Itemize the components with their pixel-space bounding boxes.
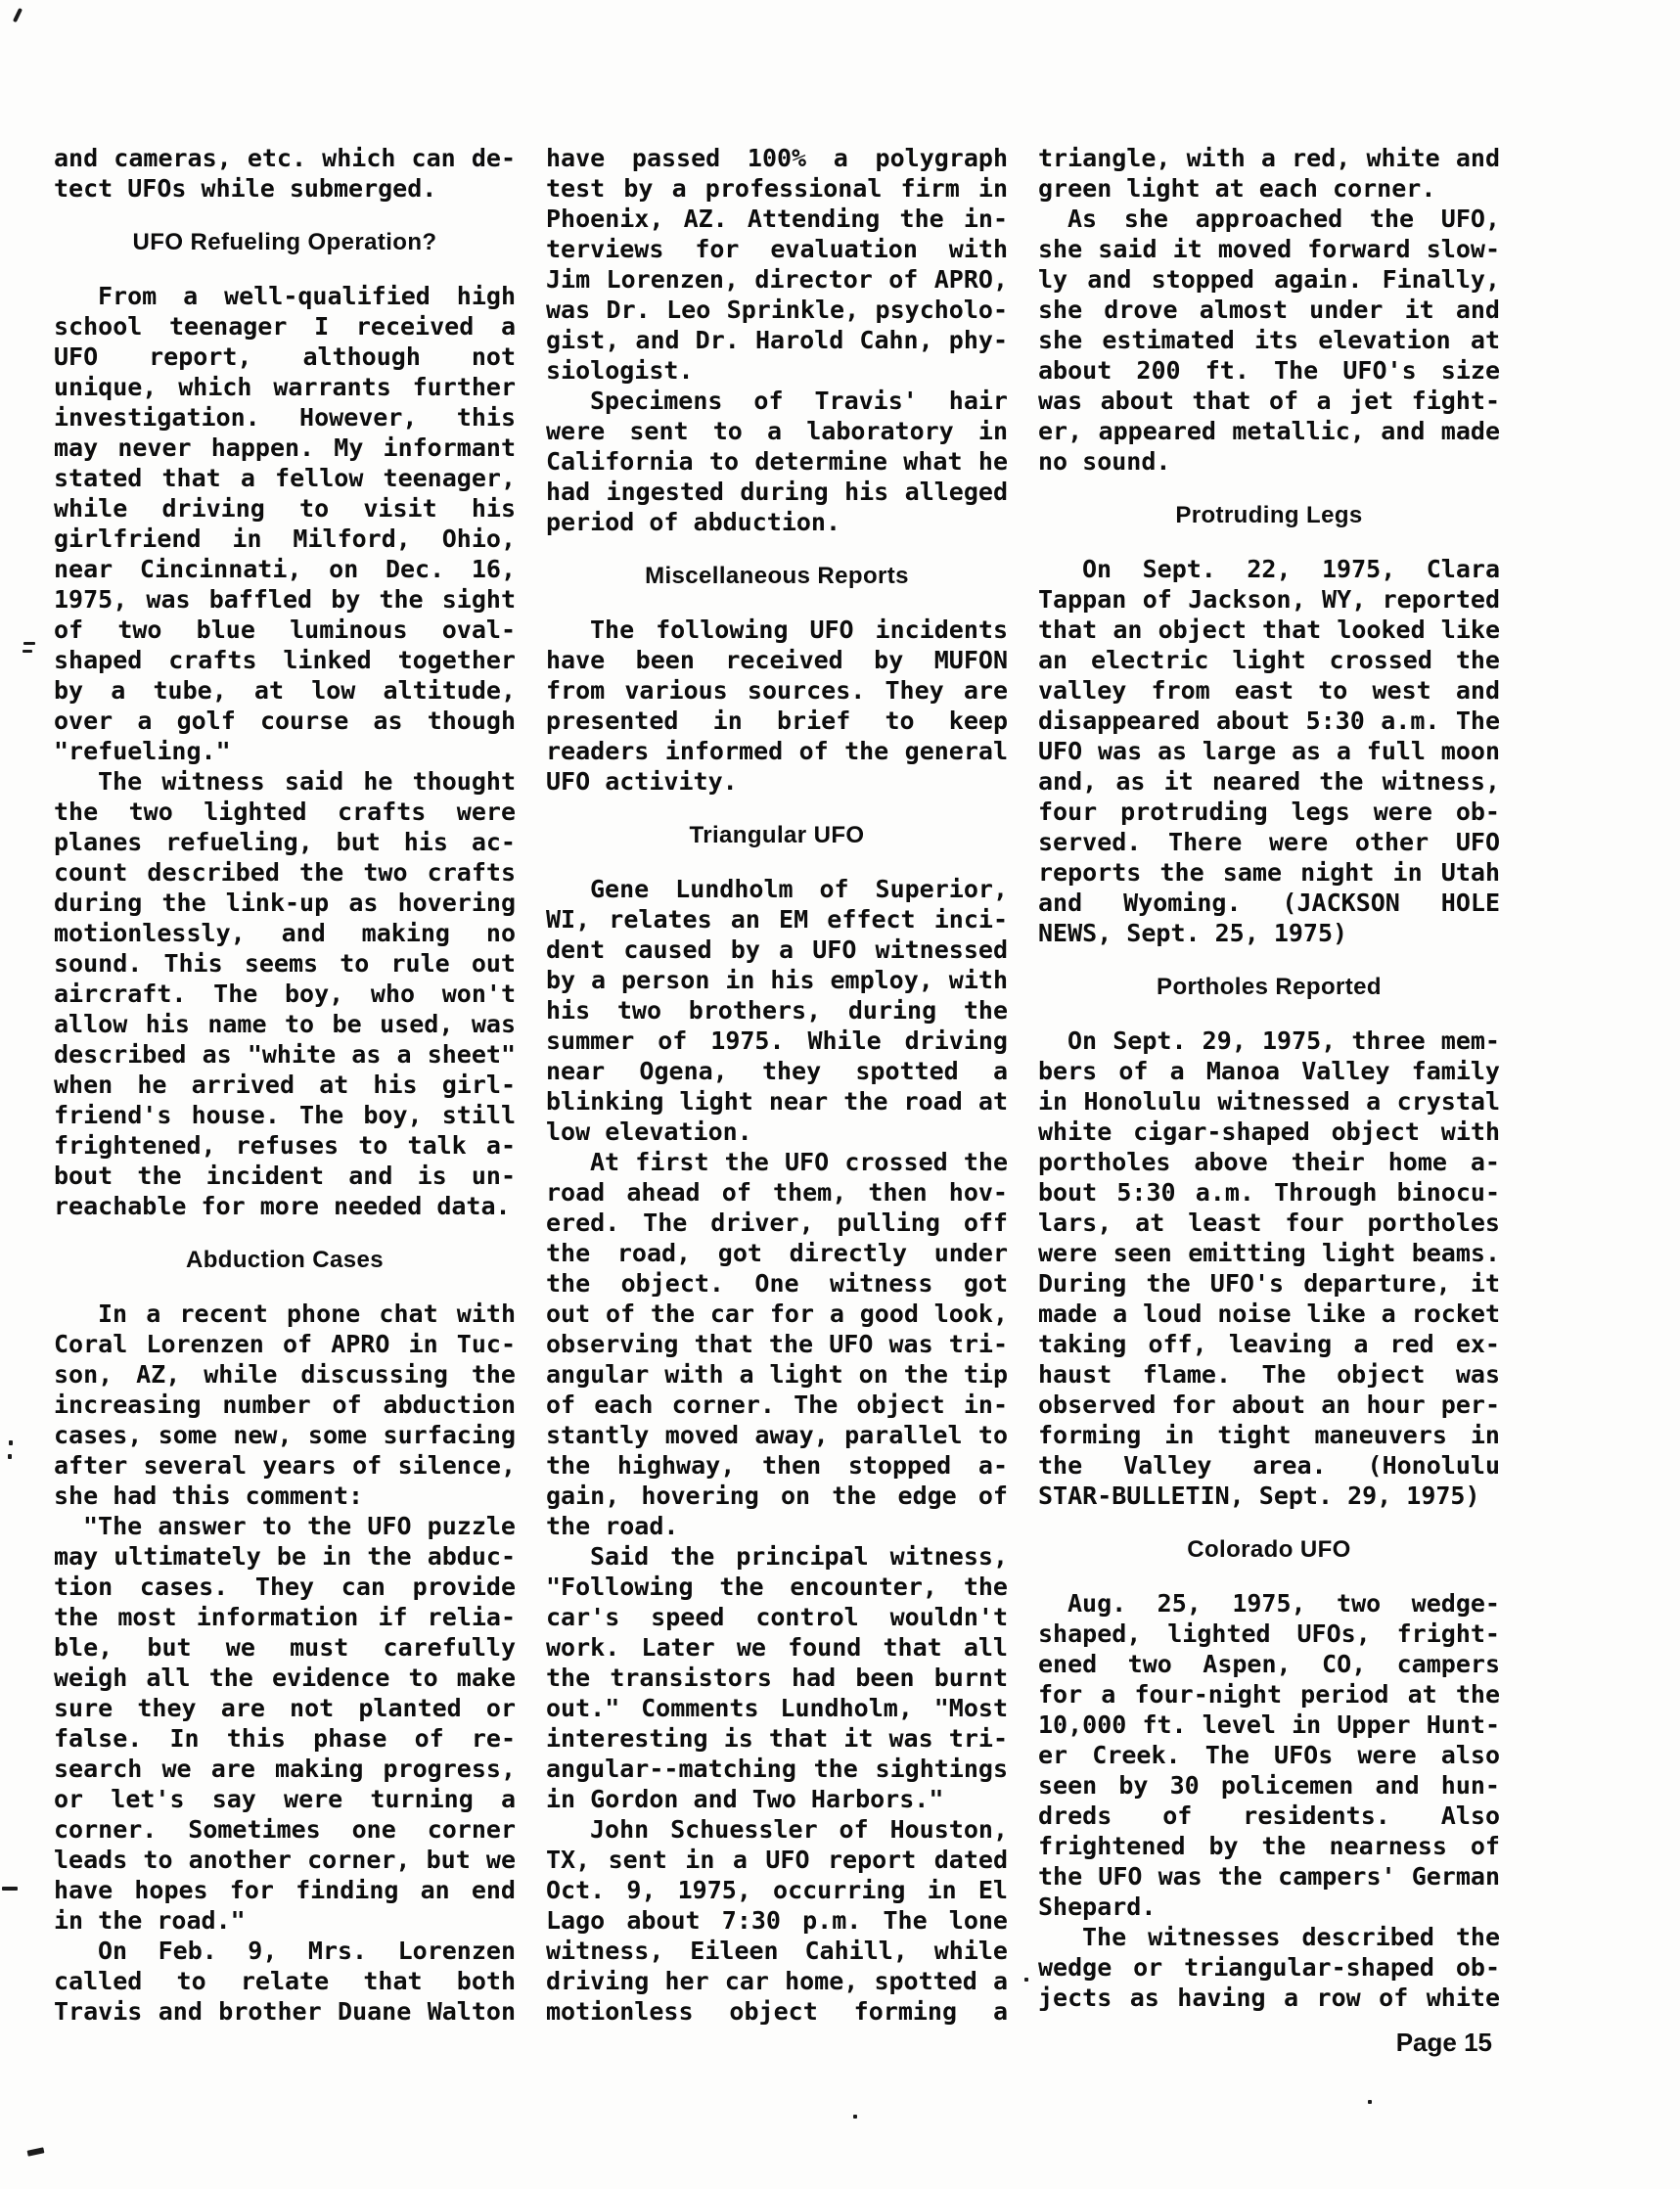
text-line: stantly moved away, parallel to xyxy=(546,1421,1008,1449)
paragraph xyxy=(546,615,1008,797)
text-line: the most information if relia- xyxy=(54,1603,516,1631)
text-line: may never happen. My informant xyxy=(54,433,516,462)
text-line: were seen emitting light beams. xyxy=(1038,1239,1500,1267)
text-line: taking off, leaving a red ex- xyxy=(1038,1330,1500,1358)
text-line: aircraft. The boy, who won't xyxy=(54,980,516,1008)
text-line: or let's say were turning a xyxy=(54,1785,516,1813)
text-line: shaped crafts linked together xyxy=(54,646,516,674)
text-line: UFO activity. xyxy=(546,767,738,796)
scan-speck xyxy=(1368,2100,1372,2104)
text-line: summer of 1975. While driving xyxy=(546,1026,1008,1055)
text-line: er Creek. The UFOs were also xyxy=(1038,1741,1500,1769)
text-line: terviews for evaluation with xyxy=(546,235,1008,263)
text-line: in Gordon and Two Harbors." xyxy=(546,1785,944,1813)
text-line: Gene Lundholm of Superior, xyxy=(590,875,1008,903)
text-line: "refueling." xyxy=(54,737,231,765)
text-line: his two brothers, during the xyxy=(546,996,1008,1025)
text-line: portholes above their home a- xyxy=(1038,1148,1500,1176)
paragraph xyxy=(1038,1588,1500,1922)
section-heading: Abduction Cases xyxy=(185,1247,385,1273)
text-line: bout the incident and is un- xyxy=(54,1162,516,1190)
text-line: friend's house. The boy, still xyxy=(54,1101,516,1129)
text-line: and cameras, etc. which can de- xyxy=(54,144,516,172)
paragraph xyxy=(1038,143,1500,204)
text-line: shaped, lighted UFOs, fright- xyxy=(1038,1619,1500,1648)
text-line: she had this comment: xyxy=(54,1482,364,1510)
text-line: out of the car for a good look, xyxy=(546,1300,1008,1328)
paragraph xyxy=(546,143,1008,386)
paragraph xyxy=(54,1299,516,1511)
text-line: UFO was as large as a full moon xyxy=(1038,737,1500,765)
paragraph xyxy=(1038,554,1500,948)
section-heading: Colorado UFO xyxy=(1187,1536,1351,1563)
paragraph xyxy=(54,766,516,1221)
text-line: Said the principal witness, xyxy=(590,1542,1008,1571)
text-line: On Sept. 22, 1975, Clara xyxy=(1082,555,1500,583)
text-line: John Schuessler of Houston, xyxy=(590,1815,1008,1844)
text-line: the highway, then stopped a- xyxy=(546,1451,1008,1480)
text-line: served. There were other UFO xyxy=(1038,828,1500,856)
page-number: Page 15 xyxy=(1395,2028,1492,2057)
text-line: The following UFO incidents xyxy=(590,616,1008,644)
text-line: the two lighted crafts were xyxy=(54,798,516,826)
column-2 xyxy=(546,143,1008,2027)
text-line: haust flame. The object was xyxy=(1038,1360,1500,1389)
text-line: while driving to visit his xyxy=(54,494,516,523)
text-line: in Honolulu witnessed a crystal xyxy=(1038,1087,1500,1116)
scan-speck xyxy=(13,8,23,23)
text-line: frightened by the nearness of xyxy=(1038,1832,1500,1860)
text-line: As she approached the UFO, xyxy=(1067,205,1500,233)
text-line: UFO report, although not xyxy=(54,342,516,371)
text-line: may ultimately be in the abduc- xyxy=(54,1542,516,1571)
scan-speck xyxy=(27,2147,45,2156)
text-line: period of abduction. xyxy=(546,508,841,536)
text-line: of each corner. The object in- xyxy=(546,1391,1008,1419)
text-line: Oct. 9, 1975, occurring in El xyxy=(546,1876,1008,1904)
text-line: by a person in his employ, with xyxy=(546,966,1008,994)
text-line: motionlessly, and making no xyxy=(54,919,516,947)
text-line: called to relate that both xyxy=(54,1967,516,1995)
text-line: car's speed control wouldn't xyxy=(546,1603,1008,1631)
text-line: readers informed of the general xyxy=(546,737,1008,765)
paragraph xyxy=(1038,1026,1500,1511)
text-line: false. In this phase of re- xyxy=(54,1724,516,1753)
text-line: reachable for more needed data. xyxy=(54,1192,511,1220)
text-line: disappeared about 5:30 a.m. The xyxy=(1038,707,1500,735)
text-line: have hopes for finding an end xyxy=(54,1876,516,1904)
text-line: gain, hovering on the edge of xyxy=(546,1482,1008,1510)
paragraph xyxy=(546,386,1008,537)
section-heading: Portholes Reported xyxy=(1157,974,1382,1000)
text-line: Specimens of Travis' hair xyxy=(590,387,1008,415)
text-line: Coral Lorenzen of APRO in Tuc- xyxy=(54,1330,516,1358)
text-line: frightened, refuses to talk a- xyxy=(54,1131,516,1160)
scan-speck xyxy=(23,650,32,653)
text-line: ered. The driver, pulling off xyxy=(546,1209,1008,1237)
section-heading: Miscellaneous Reports xyxy=(645,563,909,589)
text-line: Lago about 7:30 p.m. The lone xyxy=(546,1906,1008,1935)
paragraph xyxy=(546,874,1008,1147)
text-line: the road. xyxy=(546,1512,679,1540)
paragraph xyxy=(546,1147,1008,1541)
text-line: over a golf course as though xyxy=(54,707,516,735)
text-line: NEWS, Sept. 25, 1975) xyxy=(1038,919,1348,947)
text-line: four protruding legs were ob- xyxy=(1038,798,1500,826)
text-line: that an object that looked like xyxy=(1038,616,1500,644)
text-line: ened two Aspen, CO, campers xyxy=(1038,1650,1500,1678)
text-line: and, as it neared the witness, xyxy=(1038,767,1500,796)
text-line: made a loud noise like a rocket xyxy=(1038,1300,1500,1328)
text-line: the UFO was the campers' German xyxy=(1038,1862,1500,1891)
text-line: The witness said he thought xyxy=(98,767,516,796)
text-line: Tappan of Jackson, WY, reported xyxy=(1038,585,1500,614)
text-line: was about that of a jet fight- xyxy=(1038,387,1500,415)
text-line: stated that a fellow teenager, xyxy=(54,464,516,492)
text-line: had ingested during his alleged xyxy=(546,478,1008,506)
text-line: road ahead of them, then hov- xyxy=(546,1178,1008,1207)
text-line: interesting is that it was tri- xyxy=(546,1724,1008,1753)
paragraph xyxy=(54,1511,516,1936)
text-line: siologist. xyxy=(546,356,694,385)
text-line: sure they are not planted or xyxy=(54,1694,516,1722)
text-line: search we are making progress, xyxy=(54,1755,516,1783)
section-heading: Protruding Legs xyxy=(1175,502,1363,528)
text-line: Phoenix, AZ. Attending the in- xyxy=(546,205,1008,233)
text-line: valley from east to west and xyxy=(1038,676,1500,705)
text-line: after several years of silence, xyxy=(54,1451,516,1480)
text-line: the road, got directly under xyxy=(546,1239,1008,1267)
text-line: leads to another corner, but we xyxy=(54,1846,516,1874)
text-line: of two blue luminous oval- xyxy=(54,616,516,644)
text-line: ly and stopped again. Finally, xyxy=(1038,265,1500,294)
text-line: near Cincinnati, on Dec. 16, xyxy=(54,555,516,583)
text-line: blinking light near the road at xyxy=(546,1087,1008,1116)
text-line: planes refueling, but his ac- xyxy=(54,828,516,856)
text-line: California to determine what he xyxy=(546,447,1008,476)
text-line: "Following the encounter, the xyxy=(546,1573,1008,1601)
text-line: observed for about an hour per- xyxy=(1038,1391,1500,1419)
text-line: cases, some new, some surfacing xyxy=(54,1421,516,1449)
text-line: driving her car home, spotted a xyxy=(546,1967,1008,1995)
text-line: dent caused by a UFO witnessed xyxy=(546,935,1008,964)
text-line: sound. This seems to rule out xyxy=(54,949,516,978)
text-line: out." Comments Lundholm, "Most xyxy=(546,1694,1008,1722)
text-line: no sound. xyxy=(1038,447,1171,476)
text-line: jects as having a row of white xyxy=(1038,1984,1500,2012)
text-line: the object. One witness got xyxy=(546,1269,1008,1298)
text-line: she estimated its elevation at xyxy=(1038,326,1500,354)
text-line: forming in tight maneuvers in xyxy=(1038,1421,1500,1449)
text-line: the Valley area. (Honolulu xyxy=(1038,1451,1500,1480)
scan-speck xyxy=(23,642,35,645)
paragraph xyxy=(546,1814,1008,2027)
text-line: presented in brief to keep xyxy=(546,707,1008,735)
text-line: she drove almost under it and xyxy=(1038,296,1500,324)
text-line: triangle, with a red, white and xyxy=(1038,144,1500,172)
text-line: were sent to a laboratory in xyxy=(546,417,1008,445)
text-line: gist, and Dr. Harold Cahn, phy- xyxy=(546,326,1008,354)
text-line: work. Later we found that all xyxy=(546,1633,1008,1662)
scan-speck xyxy=(9,1440,13,1445)
text-line: 1975, was baffled by the sight xyxy=(54,585,516,614)
paragraph xyxy=(1038,1922,1500,2013)
text-line: described as "white as a sheet" xyxy=(54,1040,516,1069)
text-line: During the UFO's departure, it xyxy=(1038,1269,1500,1298)
text-line: bers of a Manoa Valley family xyxy=(1038,1057,1500,1085)
text-line: corner. Sometimes one corner xyxy=(54,1815,516,1844)
text-line: Shepard. xyxy=(1038,1893,1157,1921)
text-line: angular with a light on the tip xyxy=(546,1360,1008,1389)
text-line: "The answer to the UFO puzzle xyxy=(83,1512,516,1540)
text-line: reports the same night in Utah xyxy=(1038,858,1500,887)
text-line: On Sept. 29, 1975, three mem- xyxy=(1067,1026,1500,1055)
text-line: witness, Eileen Cahill, while xyxy=(546,1937,1008,1965)
text-line: low elevation. xyxy=(546,1117,752,1146)
section-heading: UFO Refueling Operation? xyxy=(132,229,437,255)
text-line: for a four-night period at the xyxy=(1038,1680,1500,1709)
text-line: At first the UFO crossed the xyxy=(590,1148,1008,1176)
scan-speck xyxy=(853,2115,857,2119)
text-line: wedge or triangular-shaped ob- xyxy=(1038,1953,1500,1982)
text-line: about 200 ft. The UFO's size xyxy=(1038,356,1500,385)
text-line: seen by 30 policemen and hun- xyxy=(1038,1771,1500,1800)
text-line: near Ogena, they spotted a xyxy=(546,1057,1008,1085)
text-line: and Wyoming. (JACKSON HOLE xyxy=(1038,889,1500,917)
text-line: an electric light crossed the xyxy=(1038,646,1500,674)
text-line: Jim Lorenzen, director of APRO, xyxy=(546,265,1008,294)
column-3 xyxy=(1038,143,1500,2013)
text-line: green light at each corner. xyxy=(1038,174,1436,203)
text-line: Travis and brother Duane Walton xyxy=(54,1997,516,2026)
text-line: increasing number of abduction xyxy=(54,1391,516,1419)
scan-speck xyxy=(1024,1978,1028,1982)
scan-speck xyxy=(2,1887,18,1891)
text-line: WI, relates an EM effect inci- xyxy=(546,905,1008,934)
text-line: observing that the UFO was tri- xyxy=(546,1330,1008,1358)
text-line: have been received by MUFON xyxy=(546,646,1008,674)
text-line: TX, sent in a UFO report dated xyxy=(546,1846,1008,1874)
text-line: by a tube, at low altitude, xyxy=(54,676,516,705)
text-line: From a well-qualified high xyxy=(98,282,516,310)
text-line: girlfriend in Milford, Ohio, xyxy=(54,524,516,553)
text-line: white cigar-shaped object with xyxy=(1038,1117,1500,1146)
text-columns xyxy=(54,143,1500,2027)
text-line: dreds of residents. Also xyxy=(1038,1801,1500,1830)
paragraph xyxy=(54,1936,516,2027)
section-heading: Triangular UFO xyxy=(689,822,865,848)
text-line: 10,000 ft. level in Upper Hunt- xyxy=(1038,1710,1500,1739)
text-line: In a recent phone chat with xyxy=(98,1300,516,1328)
text-line: count described the two crafts xyxy=(54,858,516,887)
text-line: son, AZ, while discussing the xyxy=(54,1360,516,1389)
text-line: when he arrived at his girl- xyxy=(54,1071,516,1099)
text-line: test by a professional firm in xyxy=(546,174,1008,203)
text-line: angular--matching the sightings xyxy=(546,1755,1008,1783)
scan-speck xyxy=(8,1454,12,1459)
text-line: have passed 100% a polygraph xyxy=(546,144,1008,172)
text-line: was Dr. Leo Sprinkle, psycholo- xyxy=(546,296,1008,324)
text-line: during the link-up as hovering xyxy=(54,889,516,917)
text-line: the transistors had been burnt xyxy=(546,1664,1008,1692)
text-line: STAR-BULLETIN, Sept. 29, 1975) xyxy=(1038,1482,1480,1510)
paragraph xyxy=(54,143,516,204)
text-line: bout 5:30 a.m. Through binocu- xyxy=(1038,1178,1500,1207)
text-line: weigh all the evidence to make xyxy=(54,1664,516,1692)
text-line: motionless object forming a xyxy=(546,1997,1008,2026)
text-line: unique, which warrants further xyxy=(54,373,516,401)
text-line: lars, at least four portholes xyxy=(1038,1209,1500,1237)
text-line: tion cases. They can provide xyxy=(54,1573,516,1601)
text-line: school teenager I received a xyxy=(54,312,516,341)
text-line: er, appeared metallic, and made xyxy=(1038,417,1500,445)
text-line: investigation. However, this xyxy=(54,403,516,432)
text-line: Aug. 25, 1975, two wedge- xyxy=(1067,1589,1500,1618)
paragraph xyxy=(546,1541,1008,1814)
text-line: allow his name to be used, was xyxy=(54,1010,516,1038)
text-line: On Feb. 9, Mrs. Lorenzen xyxy=(98,1937,516,1965)
paragraph xyxy=(54,281,516,766)
text-line: The witnesses described the xyxy=(1082,1923,1500,1951)
text-line: tect UFOs while submerged. xyxy=(54,174,437,203)
text-line: from various sources. They are xyxy=(546,676,1008,705)
column-1 xyxy=(54,143,516,2027)
text-line: in the road." xyxy=(54,1906,246,1935)
text-line: she said it moved forward slow- xyxy=(1038,235,1500,263)
paragraph xyxy=(1038,204,1500,477)
text-line: ble, but we must carefully xyxy=(54,1633,516,1662)
